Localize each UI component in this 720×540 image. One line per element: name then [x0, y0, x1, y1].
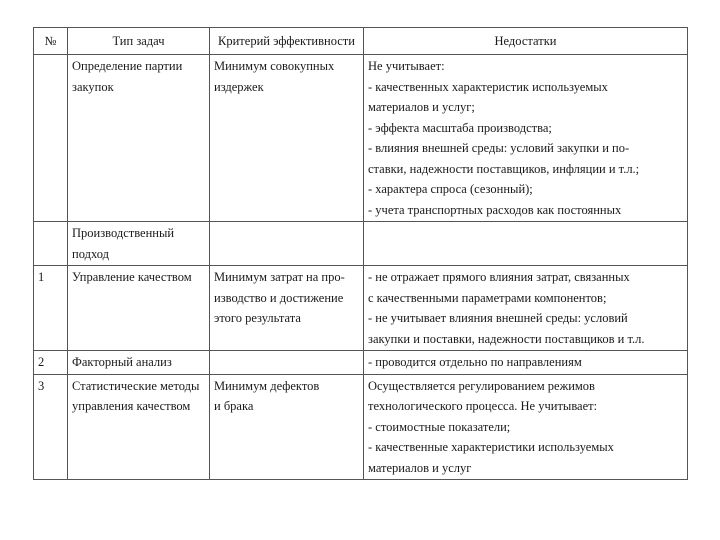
- cell-num: 2: [34, 351, 68, 375]
- table-row: [34, 374, 688, 480]
- cell-text-line: изводство и достижение: [214, 290, 344, 305]
- cell-text-line: материалов и услуг: [368, 460, 472, 475]
- cell-text-line: и брака: [214, 399, 254, 413]
- cell-text-line: технологического процесса. Не учитывает:: [368, 399, 598, 413]
- cell-text-line: этого результата: [214, 311, 301, 325]
- cell-text-line: Производственный: [72, 226, 175, 240]
- cell-text-line: Минимум затрат на про-: [214, 270, 345, 284]
- cell-num: 3: [34, 374, 68, 480]
- cell-drawbacks: [364, 351, 688, 375]
- cell-text-line: - не отражает прямого влияния затрат, связанных: [368, 270, 630, 284]
- table-row: [34, 222, 688, 266]
- cell-text-line: - эффекта масштаба производства;: [368, 120, 552, 135]
- cell-text-line: подход: [72, 246, 109, 261]
- header-efficiency-criterion: Критерий эффективности: [210, 28, 364, 55]
- cell-text-line: управления качеством: [72, 399, 191, 413]
- header-num: №: [34, 28, 68, 55]
- cell-num: 1: [34, 266, 68, 351]
- table-row: [34, 55, 688, 222]
- cell-text-line: Определение партии: [72, 59, 183, 73]
- cell-task: [68, 222, 210, 266]
- table-row: [34, 351, 688, 375]
- cell-text-line: Факторный анализ: [72, 355, 172, 369]
- cell-text-line: - проводится отдельно по направлениям: [368, 355, 582, 369]
- cell-num: [34, 222, 68, 266]
- cell-criterion: [210, 266, 364, 351]
- header-row: [34, 28, 688, 55]
- cell-text-line: - учета транспортных расходов как постоянных: [368, 202, 622, 217]
- cell-task: [68, 266, 210, 351]
- cell-task: [68, 55, 210, 222]
- cell-text-line: ставки, надежности поставщиков, инфляции и т.л.;: [368, 161, 640, 176]
- cell-criterion: [210, 351, 364, 375]
- header-drawbacks: Недостатки: [364, 28, 688, 55]
- cell-num: [34, 55, 68, 222]
- cell-text-line: Минимум совокупных: [214, 59, 335, 73]
- cell-text-line: - не учитывает влияния внешней среды: условий: [368, 311, 628, 325]
- cell-text-line: - качественных характеристик используемых: [368, 79, 608, 94]
- cell-text-line: Статистические методы: [72, 378, 200, 393]
- cell-text-line: с качественными параметрами компонентов;: [368, 290, 607, 305]
- cell-criterion: [210, 222, 364, 266]
- drawbacks-table: [33, 27, 688, 480]
- cell-task: [68, 374, 210, 480]
- cell-text-line: Осуществляется регулированием режимов: [368, 378, 595, 393]
- table-row: [34, 266, 688, 351]
- cell-text-line: Управление качеством: [72, 270, 192, 284]
- cell-text-line: материалов и услуг;: [368, 100, 475, 114]
- cell-text-line: - влияния внешней среды: условий закупки и по-: [368, 141, 630, 155]
- cell-text-line: закупок: [72, 79, 114, 94]
- cell-task: [68, 351, 210, 375]
- cell-text-line: закупки и поставки, надежности поставщиков и т.л.: [368, 331, 645, 346]
- cell-text-line: - характера спроса (сезонный);: [368, 182, 533, 196]
- header-task-type: Тип задач: [68, 28, 210, 55]
- cell-drawbacks: [364, 266, 688, 351]
- cell-text-line: - качественные характеристики используемых: [368, 440, 614, 454]
- table-body: [34, 55, 688, 480]
- cell-drawbacks: [364, 55, 688, 222]
- cell-text-line: - стоимостные показатели;: [368, 419, 511, 434]
- cell-criterion: [210, 374, 364, 480]
- cell-text-line: издержек: [214, 79, 264, 94]
- cell-drawbacks: [364, 374, 688, 480]
- cell-criterion: [210, 55, 364, 222]
- cell-text-line: Не учитывает:: [368, 59, 445, 73]
- cell-text-line: Минимум дефектов: [214, 378, 320, 393]
- cell-drawbacks: [364, 222, 688, 266]
